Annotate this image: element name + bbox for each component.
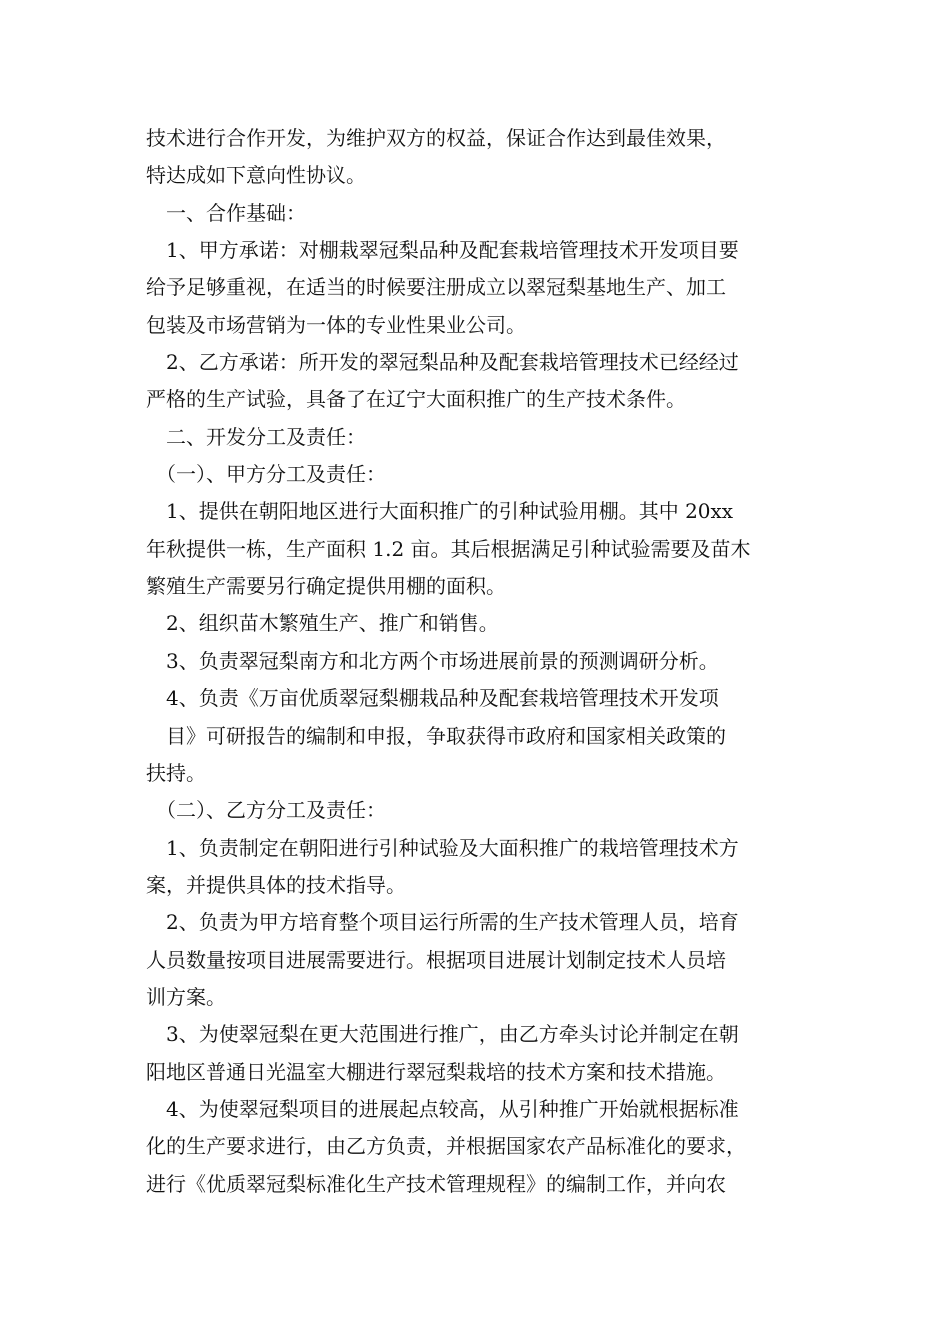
text-line: 1、提供在朝阳地区进行大面积推广的引种试验用棚。其中 20xx — [146, 499, 734, 524]
text-line: 给予足够重视，在适当的时候要注册成立以翠冠梨基地生产、加工 — [146, 275, 726, 300]
subsection-heading: （二）、乙方分工及责任： — [146, 798, 386, 823]
text-line: 1、甲方承诺：对棚栽翠冠梨品种及配套栽培管理技术开发项目要 — [146, 238, 739, 263]
document-body — [146, 120, 816, 1203]
text-line: 严格的生产试验，具备了在辽宁大面积推广的生产技术条件。 — [146, 387, 686, 412]
text-line: 案，并提供具体的技术指导。 — [146, 872, 406, 897]
text-line: 训方案。 — [146, 984, 226, 1009]
text-line: 目》可研报告的编制和申报，争取获得市政府和国家相关政策的 — [146, 723, 726, 748]
text-line: 4、为使翠冠梨项目的进展起点较高，从引种推广开始就根据标准 — [146, 1096, 739, 1121]
text-line: 3、为使翠冠梨在更大范围进行推广，由乙方牵头讨论并制定在朝 — [146, 1022, 739, 1047]
text-line: 2、负责为甲方培育整个项目运行所需的生产技术管理人员，培育 — [146, 910, 739, 935]
text-line: 包装及市场营销为一体的专业性果业公司。 — [146, 312, 526, 337]
text-line: 1、负责制定在朝阳进行引种试验及大面积推广的栽培管理技术方 — [146, 835, 739, 860]
text-line: 2、组织苗木繁殖生产、推广和销售。 — [146, 611, 499, 636]
text-line: 4、负责《万亩优质翠冠梨棚栽品种及配套栽培管理技术开发项 — [146, 686, 719, 711]
subsection-heading: （一）、甲方分工及责任： — [146, 462, 386, 487]
text-line: 特达成如下意向性协议。 — [146, 163, 366, 188]
section-heading: 二、开发分工及责任： — [146, 424, 366, 449]
section-heading: 一、合作基础： — [146, 200, 306, 225]
text-line: 进行《优质翠冠梨标准化生产技术管理规程》的编制工作，并向农 — [146, 1171, 726, 1196]
text-line: 年秋提供一栋，生产面积 1.2 亩。其后根据满足引种试验需要及苗木 — [146, 536, 751, 561]
text-line: 人员数量按项目进展需要进行。根据项目进展计划制定技术人员培 — [146, 947, 726, 972]
text-line: 阳地区普通日光温室大棚进行翠冠梨栽培的技术方案和技术措施。 — [146, 1059, 726, 1084]
text-line: 3、负责翠冠梨南方和北方两个市场进展前景的预测调研分析。 — [146, 648, 719, 673]
text-line: 化的生产要求进行，由乙方负责，并根据国家农产品标准化的要求， — [146, 1134, 746, 1159]
text-line: 繁殖生产需要另行确定提供用棚的面积。 — [146, 574, 506, 599]
text-line: 2、乙方承诺：所开发的翠冠梨品种及配套栽培管理技术已经经过 — [146, 350, 739, 375]
text-line: 技术进行合作开发，为维护双方的权益，保证合作达到最佳效果， — [146, 126, 726, 150]
text-line: 扶持。 — [146, 760, 206, 785]
